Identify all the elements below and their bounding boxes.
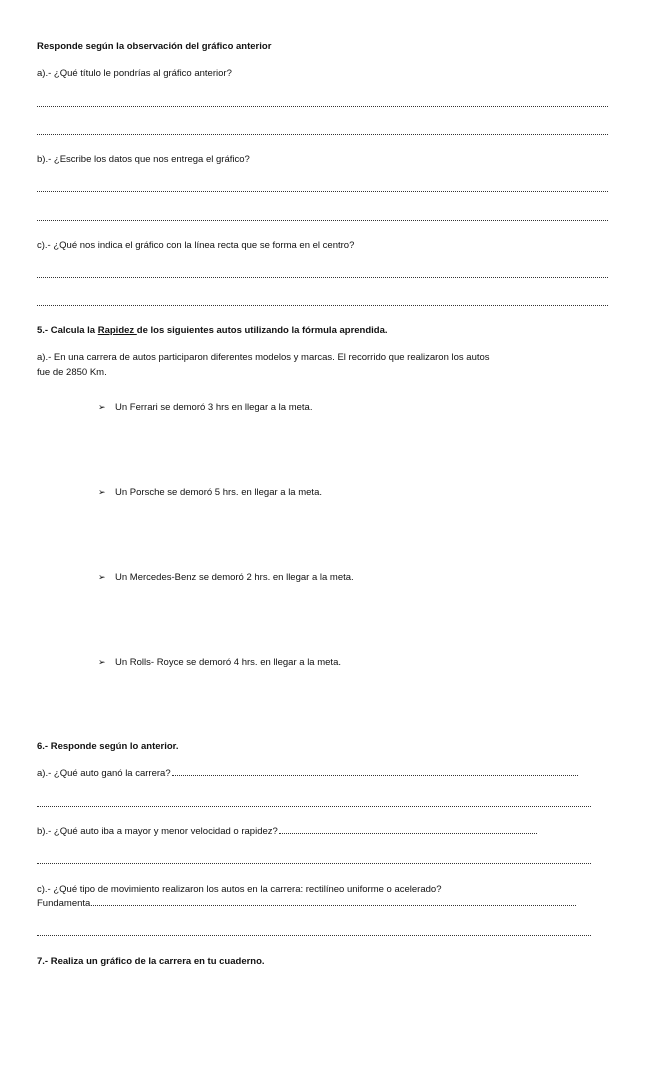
answer-line bbox=[37, 863, 591, 864]
car-item bbox=[98, 571, 354, 584]
answer-line bbox=[37, 277, 608, 278]
answer-line bbox=[37, 220, 608, 221]
car-item bbox=[98, 486, 322, 499]
intro-heading: Responde según la observación del gráfico anterior bbox=[37, 41, 272, 52]
arrow-bullet-icon: ➢ bbox=[98, 657, 106, 667]
section6-question-b bbox=[37, 826, 537, 838]
arrow-bullet-icon: ➢ bbox=[98, 402, 106, 412]
section7-heading: 7.- Realiza un gráfico de la carrera en tu cuaderno. bbox=[37, 956, 265, 967]
answer-dots bbox=[91, 905, 576, 906]
section6-question-c-line1: c).- ¿Qué tipo de movimiento realizaron los autos en la carrera: rectilíneo uniforme o acelerado? bbox=[37, 884, 442, 895]
intro-question-c: c).- ¿Qué nos indica el gráfico con la línea recta que se forma en el centro? bbox=[37, 240, 355, 251]
answer-line bbox=[37, 305, 608, 306]
answer-line bbox=[37, 191, 608, 192]
answer-line bbox=[37, 935, 591, 936]
answer-line bbox=[37, 106, 608, 107]
intro-question-a: a).- ¿Qué título le pondrías al gráfico anterior? bbox=[37, 68, 232, 79]
section6-question-c-fundamenta: Fundamenta bbox=[37, 898, 91, 909]
answer-line bbox=[37, 806, 591, 807]
answer-dots bbox=[172, 775, 578, 776]
section5-intro-line2: fue de 2850 Km. bbox=[37, 367, 107, 378]
section5-heading-suffix: de los siguientes autos utilizando la fórmula aprendida. bbox=[136, 325, 388, 336]
car-item-text: Un Rolls- Royce se demoró 4 hrs. en llegar a la meta. bbox=[115, 657, 341, 668]
section5-intro-line1: a).- En una carrera de autos participaron diferentes modelos y marcas. El recorrido que realizaron los autos bbox=[37, 352, 490, 363]
section6-question-c-line2 bbox=[37, 898, 576, 910]
section6-heading: 6.- Responde según lo anterior. bbox=[37, 741, 179, 752]
section6-question-b-text: b).- ¿Qué auto iba a mayor y menor velocidad o rapidez? bbox=[37, 826, 278, 837]
section6-question-a-text: a).- ¿Qué auto ganó la carrera? bbox=[37, 768, 171, 779]
car-item-text: Un Mercedes-Benz se demoró 2 hrs. en llegar a la meta. bbox=[115, 572, 354, 583]
car-item-text: Un Ferrari se demoró 3 hrs en llegar a la meta. bbox=[115, 402, 313, 413]
car-item bbox=[98, 656, 341, 669]
arrow-bullet-icon: ➢ bbox=[98, 487, 106, 497]
section6-question-a bbox=[37, 768, 578, 780]
section5-heading-prefix: 5.- Calcula la bbox=[37, 325, 98, 336]
answer-line bbox=[37, 134, 608, 135]
arrow-bullet-icon: ➢ bbox=[98, 572, 106, 582]
car-item bbox=[98, 401, 312, 414]
car-item-text: Un Porsche se demoró 5 hrs. en llegar a la meta. bbox=[115, 487, 322, 498]
intro-question-b: b).- ¿Escribe los datos que nos entrega el gráfico? bbox=[37, 154, 250, 165]
section5-heading-keyword: Rapidez bbox=[97, 325, 137, 336]
answer-dots bbox=[279, 833, 537, 834]
section5-heading bbox=[37, 325, 388, 337]
